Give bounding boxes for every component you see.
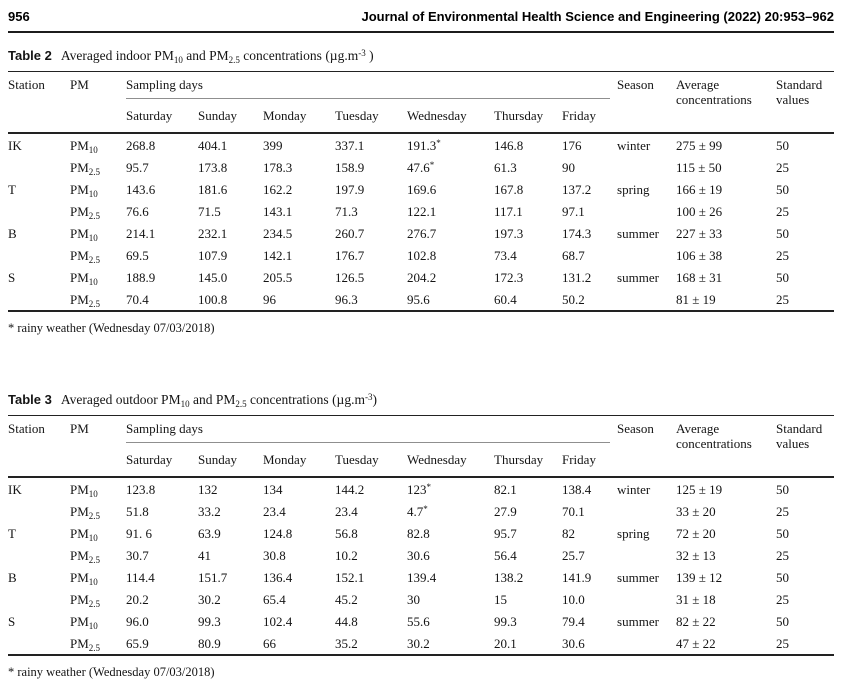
cell-standard: 25 xyxy=(776,159,790,175)
cell-value: 55.6 xyxy=(407,613,430,629)
cell-pm: $PM_{10}$ xyxy=(70,481,98,499)
cell-value: 102.8 xyxy=(407,247,437,263)
cell-value: 214.1 xyxy=(126,225,156,241)
cell-value: 205.5 xyxy=(263,269,293,285)
cell-value: 124.8 xyxy=(263,525,293,541)
cell-value: 99.3 xyxy=(494,613,517,629)
cell-value: 63.9 xyxy=(198,525,221,541)
table-row xyxy=(8,522,834,544)
cell-value: 234.5 xyxy=(263,225,293,241)
cell-value: 143.1 xyxy=(263,203,293,219)
column-header-day: Wednesday xyxy=(407,452,467,467)
cell-value: 95.6 xyxy=(407,291,430,307)
cell-station xyxy=(8,632,70,655)
cell-value: 47.6* xyxy=(407,159,435,175)
cell-station: T xyxy=(8,181,16,197)
table-row xyxy=(8,133,834,156)
cell-value: 404.1 xyxy=(198,137,228,153)
cell-value: 139.4 xyxy=(407,569,437,585)
cell-value: 146.8 xyxy=(494,137,524,153)
cell-value: 56.4 xyxy=(494,547,517,563)
running-head xyxy=(8,0,834,33)
cell-season: spring xyxy=(617,181,650,197)
table-3-caption xyxy=(8,392,834,408)
table-row xyxy=(8,288,834,311)
cell-season: winter xyxy=(617,481,651,497)
cell-value: 204.2 xyxy=(407,269,437,285)
table-2-caption-text: Averaged indoor $PM_{10}$ and $PM_{2.5}$ concentrations ($\mu g.m^{-3}$ ) xyxy=(60,48,374,65)
column-header-day: Thursday xyxy=(494,452,544,467)
cell-value: 123* xyxy=(407,481,431,497)
cell-pm: $PM_{2.5}$ xyxy=(70,503,101,521)
cell-value: 23.4 xyxy=(335,503,358,519)
cell-value: 82.1 xyxy=(494,481,517,497)
cell-value: 44.8 xyxy=(335,613,358,629)
cell-season: summer xyxy=(617,569,659,585)
cell-value: 10.2 xyxy=(335,547,358,563)
cell-value: 25.7 xyxy=(562,547,585,563)
cell-value: 143.6 xyxy=(126,181,156,197)
cell-average: 168 ± 31 xyxy=(676,269,723,285)
cell-standard: 50 xyxy=(776,137,790,153)
cell-pm: $PM_{2.5}$ xyxy=(70,203,101,221)
cell-value: 174.3 xyxy=(562,225,592,241)
cell-station: B xyxy=(8,569,17,585)
cell-value: 232.1 xyxy=(198,225,228,241)
cell-value: 197.3 xyxy=(494,225,524,241)
cell-pm: $PM_{2.5}$ xyxy=(70,247,101,265)
cell-value: 97.1 xyxy=(562,203,585,219)
cell-value: 30.6 xyxy=(407,547,430,563)
cell-value: 131.2 xyxy=(562,269,592,285)
cell-value: 10.0 xyxy=(562,591,585,607)
page-number: 956 xyxy=(8,9,30,24)
cell-value: 76.6 xyxy=(126,203,149,219)
table-row xyxy=(8,500,834,522)
table-3-caption-text: Averaged outdoor $PM_{10}$ and $PM_{2.5}$ concentrations $(\mu g.m^{-3})$ xyxy=(60,392,377,409)
column-header-day: Friday xyxy=(562,108,596,123)
column-header-day: Wednesday xyxy=(407,108,467,123)
cell-pm: $PM_{2.5}$ xyxy=(70,591,101,609)
cell-pm: $PM_{10}$ xyxy=(70,569,98,587)
table-3-footnote: * rainy weather (Wednesday 07/03/2018) xyxy=(8,665,215,679)
column-header-standard: Standard values xyxy=(776,77,823,107)
cell-average: 106 ± 38 xyxy=(676,247,723,263)
cell-station: T xyxy=(8,525,16,541)
table-row xyxy=(8,222,834,244)
cell-value: 172.3 xyxy=(494,269,524,285)
cell-value: 173.8 xyxy=(198,159,228,175)
cell-standard: 25 xyxy=(776,635,790,651)
cell-value: 96.0 xyxy=(126,613,149,629)
table-row xyxy=(8,566,834,588)
cell-station: B xyxy=(8,225,17,241)
cell-value: 114.4 xyxy=(126,569,155,585)
cell-station xyxy=(8,200,70,222)
cell-value: 178.3 xyxy=(263,159,293,175)
header-row xyxy=(8,416,834,446)
cell-average: 47 ± 22 xyxy=(676,635,716,651)
column-header-day: Tuesday xyxy=(335,452,379,467)
cell-station xyxy=(8,244,70,266)
cell-value: 95.7 xyxy=(126,159,149,175)
cell-value: 107.9 xyxy=(198,247,228,263)
cell-value: 27.9 xyxy=(494,503,517,519)
cell-standard: 50 xyxy=(776,269,790,285)
cell-pm: $PM_{2.5}$ xyxy=(70,291,101,309)
cell-value: 60.4 xyxy=(494,291,517,307)
table-row xyxy=(8,632,834,655)
cell-average: 32 ± 13 xyxy=(676,547,716,563)
column-header-day: Saturday xyxy=(126,452,173,467)
cell-standard: 50 xyxy=(776,525,790,541)
column-header-season: Season xyxy=(617,421,654,436)
cell-average: 82 ± 22 xyxy=(676,613,716,629)
cell-value: 176 xyxy=(562,137,582,153)
cell-season xyxy=(617,544,676,566)
cell-station: IK xyxy=(8,137,22,153)
cell-value: 30.2 xyxy=(198,591,221,607)
cell-season: summer xyxy=(617,613,659,629)
cell-value: 4.7* xyxy=(407,503,428,519)
cell-value: 96.3 xyxy=(335,291,358,307)
cell-value: 56.8 xyxy=(335,525,358,541)
cell-standard: 25 xyxy=(776,291,790,307)
cell-value: 99.3 xyxy=(198,613,221,629)
cell-season xyxy=(617,244,676,266)
cell-standard: 50 xyxy=(776,569,790,585)
cell-pm: $PM_{10}$ xyxy=(70,613,98,631)
sampling-days-underline: Sampling days xyxy=(126,421,610,443)
cell-value: 30.8 xyxy=(263,547,286,563)
cell-value: 71.3 xyxy=(335,203,358,219)
cell-pm: $PM_{10}$ xyxy=(70,225,98,243)
column-header-day: Friday xyxy=(562,452,596,467)
cell-value: 122.1 xyxy=(407,203,437,219)
cell-pm: $PM_{2.5}$ xyxy=(70,635,101,653)
cell-value: 23.4 xyxy=(263,503,286,519)
cell-season xyxy=(617,632,676,655)
cell-average: 115 ± 50 xyxy=(676,159,722,175)
column-header-station: Station xyxy=(8,77,45,92)
cell-value: 95.7 xyxy=(494,525,517,541)
cell-value: 134 xyxy=(263,481,283,497)
cell-value: 20.2 xyxy=(126,591,149,607)
column-header-day: Sunday xyxy=(198,452,237,467)
cell-value: 80.9 xyxy=(198,635,221,651)
cell-season: spring xyxy=(617,525,650,541)
cell-value: 35.2 xyxy=(335,635,358,651)
cell-standard: 25 xyxy=(776,247,790,263)
cell-value: 68.7 xyxy=(562,247,585,263)
cell-average: 139 ± 12 xyxy=(676,569,723,585)
cell-value: 169.6 xyxy=(407,181,437,197)
column-header-pm: PM xyxy=(70,77,89,92)
cell-value: 65.4 xyxy=(263,591,286,607)
column-header-average: Average concentrations xyxy=(676,421,752,451)
cell-value: 30.6 xyxy=(562,635,585,651)
cell-value: 82.8 xyxy=(407,525,430,541)
cell-value: 50.2 xyxy=(562,291,585,307)
cell-value: 138.4 xyxy=(562,481,592,497)
journal-title: Journal of Environmental Health Science and Engineering (2022) 20:953–962 xyxy=(361,9,834,24)
column-header-day: Thursday xyxy=(494,108,544,123)
cell-value: 276.7 xyxy=(407,225,437,241)
cell-value: 45.2 xyxy=(335,591,358,607)
cell-pm: $PM_{10}$ xyxy=(70,137,98,155)
cell-pm: $PM_{10}$ xyxy=(70,525,98,543)
cell-station: IK xyxy=(8,481,22,497)
table-3-section xyxy=(8,392,834,680)
cell-station xyxy=(8,544,70,566)
cell-value: 141.9 xyxy=(562,569,592,585)
cell-value: 30.7 xyxy=(126,547,149,563)
cell-value: 82 xyxy=(562,525,575,541)
cell-value: 145.0 xyxy=(198,269,228,285)
cell-value: 33.2 xyxy=(198,503,221,519)
cell-season: winter xyxy=(617,137,651,153)
table-2-label: Table 2 xyxy=(8,48,52,63)
cell-standard: 50 xyxy=(776,225,790,241)
cell-value: 90 xyxy=(562,159,575,175)
column-header-season: Season xyxy=(617,77,654,92)
cell-standard: 50 xyxy=(776,181,790,197)
cell-standard: 25 xyxy=(776,503,790,519)
table-2-footnote: * rainy weather (Wednesday 07/03/2018) xyxy=(8,321,215,335)
table-3-label: Table 3 xyxy=(8,392,52,407)
column-header-sampling-days xyxy=(126,72,617,102)
cell-value: 268.8 xyxy=(126,137,156,153)
table-3 xyxy=(8,415,834,656)
cell-value: 71.5 xyxy=(198,203,221,219)
column-header-average: Average concentrations xyxy=(676,77,752,107)
cell-pm: $PM_{2.5}$ xyxy=(70,547,101,565)
cell-pm: $PM_{10}$ xyxy=(70,181,98,199)
table-2 xyxy=(8,71,834,312)
table-3-body xyxy=(8,477,834,655)
cell-value: 126.5 xyxy=(335,269,365,285)
cell-average: 31 ± 18 xyxy=(676,591,716,607)
table-row xyxy=(8,266,834,288)
cell-season xyxy=(617,500,676,522)
column-header-day: Monday xyxy=(263,108,307,123)
cell-value: 100.8 xyxy=(198,291,228,307)
table-row xyxy=(8,178,834,200)
cell-value: 73.4 xyxy=(494,247,517,263)
cell-value: 151.7 xyxy=(198,569,228,585)
cell-average: 100 ± 26 xyxy=(676,203,723,219)
cell-station xyxy=(8,288,70,311)
cell-value: 30 xyxy=(407,591,420,607)
cell-value: 138.2 xyxy=(494,569,524,585)
cell-value: 181.6 xyxy=(198,181,228,197)
cell-value: 51.8 xyxy=(126,503,149,519)
cell-value: 137.2 xyxy=(562,181,592,197)
column-header-sampling-days xyxy=(126,416,617,446)
cell-value: 399 xyxy=(263,137,283,153)
cell-value: 66 xyxy=(263,635,276,651)
cell-season xyxy=(617,200,676,222)
cell-value: 162.2 xyxy=(263,181,293,197)
cell-station: S xyxy=(8,269,16,285)
cell-average: 227 ± 33 xyxy=(676,225,723,241)
cell-average: 33 ± 20 xyxy=(676,503,716,519)
cell-value: 15 xyxy=(494,591,507,607)
column-header-day: Sunday xyxy=(198,108,237,123)
table-2-body xyxy=(8,133,834,311)
cell-value: 167.8 xyxy=(494,181,524,197)
cell-value: 176.7 xyxy=(335,247,365,263)
table-2-section xyxy=(8,48,834,336)
cell-value: 70.4 xyxy=(126,291,149,307)
cell-value: 260.7 xyxy=(335,225,365,241)
cell-value: 337.1 xyxy=(335,137,365,153)
cell-value: 142.1 xyxy=(263,247,293,263)
cell-value: 91. 6 xyxy=(126,525,152,541)
cell-value: 20.1 xyxy=(494,635,517,651)
table-row xyxy=(8,200,834,222)
cell-value: 96 xyxy=(263,291,276,307)
cell-station xyxy=(8,156,70,178)
cell-average: 81 ± 19 xyxy=(676,291,716,307)
column-header-day: Tuesday xyxy=(335,108,379,123)
sampling-days-underline: Sampling days xyxy=(126,77,610,99)
table-row xyxy=(8,156,834,178)
cell-station: S xyxy=(8,613,16,629)
cell-station xyxy=(8,588,70,610)
cell-season xyxy=(617,156,676,178)
cell-value: 158.9 xyxy=(335,159,365,175)
cell-value: 188.9 xyxy=(126,269,156,285)
cell-value: 69.5 xyxy=(126,247,149,263)
cell-season xyxy=(617,288,676,311)
cell-standard: 50 xyxy=(776,481,790,497)
cell-standard: 25 xyxy=(776,203,790,219)
cell-station xyxy=(8,500,70,522)
column-header-standard: Standard values xyxy=(776,421,823,451)
cell-average: 275 ± 99 xyxy=(676,137,723,153)
cell-value: 123.8 xyxy=(126,481,156,497)
cell-value: 70.1 xyxy=(562,503,585,519)
cell-value: 152.1 xyxy=(335,569,365,585)
cell-standard: 25 xyxy=(776,547,790,563)
header-row xyxy=(8,72,834,102)
table-row xyxy=(8,477,834,500)
column-header-station: Station xyxy=(8,421,45,436)
cell-value: 132 xyxy=(198,481,218,497)
table-3-header xyxy=(8,416,834,478)
cell-value: 41 xyxy=(198,547,211,563)
cell-value: 191.3* xyxy=(407,137,441,153)
cell-value: 61.3 xyxy=(494,159,517,175)
column-header-pm: PM xyxy=(70,421,89,436)
column-header-day: Monday xyxy=(263,452,307,467)
table-2-caption xyxy=(8,48,834,64)
table-row xyxy=(8,588,834,610)
cell-standard: 25 xyxy=(776,591,790,607)
column-header-day: Saturday xyxy=(126,108,173,123)
cell-season xyxy=(617,588,676,610)
cell-value: 65.9 xyxy=(126,635,149,651)
table-row xyxy=(8,544,834,566)
cell-pm: $PM_{2.5}$ xyxy=(70,159,101,177)
cell-standard: 50 xyxy=(776,613,790,629)
cell-season: summer xyxy=(617,225,659,241)
cell-value: 102.4 xyxy=(263,613,293,629)
cell-average: 166 ± 19 xyxy=(676,181,723,197)
table-row xyxy=(8,610,834,632)
cell-value: 117.1 xyxy=(494,203,523,219)
cell-value: 79.4 xyxy=(562,613,585,629)
table-2-header xyxy=(8,72,834,134)
cell-season: summer xyxy=(617,269,659,285)
cell-average: 125 ± 19 xyxy=(676,481,723,497)
cell-value: 197.9 xyxy=(335,181,365,197)
cell-value: 136.4 xyxy=(263,569,293,585)
table-row xyxy=(8,244,834,266)
cell-average: 72 ± 20 xyxy=(676,525,716,541)
cell-value: 144.2 xyxy=(335,481,365,497)
cell-pm: $PM_{10}$ xyxy=(70,269,98,287)
cell-value: 30.2 xyxy=(407,635,430,651)
